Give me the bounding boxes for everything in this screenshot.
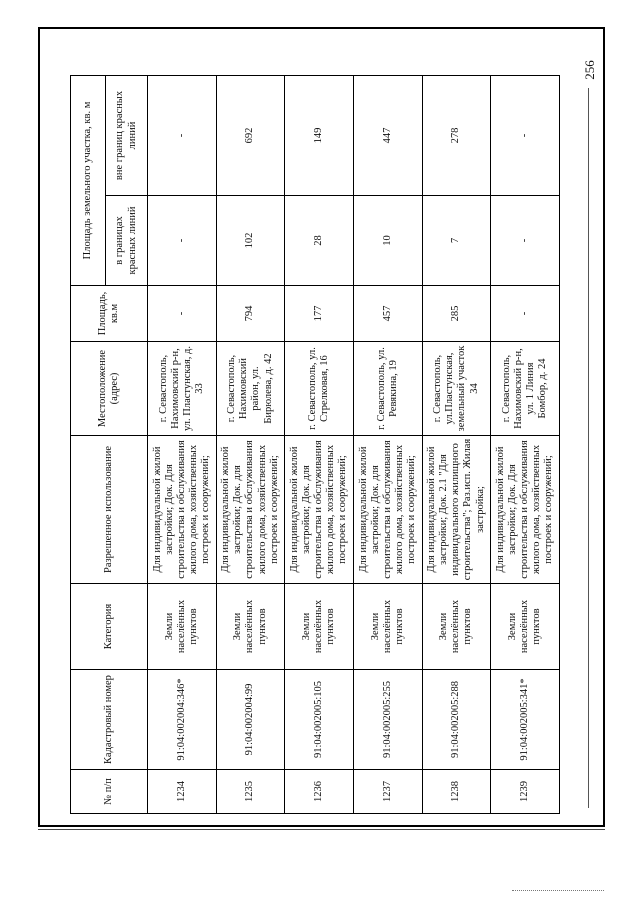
cell-outside: - [148, 75, 217, 195]
table-container [70, 76, 560, 814]
cell-location: г. Севастополь, ул. Стрелковая, 16 [285, 342, 354, 436]
cell-usage: Для индивидуальной жилой застройки; Док. Для строительства и обслуживания жилого дома, хозяйственных построек и сооружений; [148, 436, 217, 584]
cell-area: 794 [216, 286, 285, 342]
page-number-rule [588, 88, 589, 808]
frame-bottom-line [38, 829, 605, 830]
cell-num: 1234 [148, 770, 217, 814]
cell-inside: 28 [285, 196, 354, 286]
cell-category: Земли населённых пунктов [216, 584, 285, 670]
cell-usage: Для индивидуальной жилой застройки; Док. 2.1 "Для индивидуального жилищного строительства"; Раз.исп. Жилая застройка; [422, 436, 491, 584]
cell-num: 1239 [491, 770, 560, 814]
cell-inside: - [148, 196, 217, 286]
cell-inside: 102 [216, 196, 285, 286]
cell-usage: Для индивидуальной жилой застройки; Док. для строительства и обслуживания жилого дома, хозяйственных построек и сооружений; [285, 436, 354, 584]
header-location: Местоположение (адрес) [71, 342, 148, 436]
table-row [422, 75, 491, 813]
cell-location: г. Севастополь, Нахимовский район, ул. Бирюлева, д. 42 [216, 342, 285, 436]
land-plots-table [70, 75, 560, 814]
cell-num: 1237 [353, 770, 422, 814]
page-number: 256 [582, 60, 597, 80]
cell-location: г. Севастополь, ул.Пластунская, земельный участок 34 [422, 342, 491, 436]
cell-location: г. Севастополь, Нахимовский р-н, ул. 1 Линия Бомбор, д. 24 [491, 342, 560, 436]
cell-cadastral: 91:04:002005:341* [491, 670, 560, 770]
cell-area: 457 [353, 286, 422, 342]
cell-outside: 692 [216, 75, 285, 195]
table-row [216, 75, 285, 813]
cell-outside: 278 [422, 75, 491, 195]
cell-cadastral: 91:04:002005:288 [422, 670, 491, 770]
header-outside-red: вне границ красных линий [106, 75, 148, 195]
cell-category: Земли населённых пунктов [148, 584, 217, 670]
header-area: Площадь, кв.м [71, 286, 148, 342]
table-row [285, 75, 354, 813]
cell-num: 1236 [285, 770, 354, 814]
header-category: Категория [71, 584, 148, 670]
cell-usage: Для индивидуальной жилой застройки; Док. Для строительства и обслуживания жилого дома, хозяйственных построек и сооружений; [491, 436, 560, 584]
header-num: № п/п [71, 770, 148, 814]
cell-inside: - [491, 196, 560, 286]
cell-area: - [491, 286, 560, 342]
cell-category: Земли населённых пунктов [491, 584, 560, 670]
cell-inside: 10 [353, 196, 422, 286]
table-row [491, 75, 560, 813]
cell-area: 285 [422, 286, 491, 342]
cell-outside: - [491, 75, 560, 195]
cell-num: 1238 [422, 770, 491, 814]
cell-cadastral: 91:04:002004:346* [148, 670, 217, 770]
cell-usage: Для индивидуальной жилой застройки; Док. для строительства и обслуживания жилого дома, хозяйственных построек и сооружений; [216, 436, 285, 584]
table-row [353, 75, 422, 813]
cell-outside: 447 [353, 75, 422, 195]
cell-location: г. Севастополь, Нахимовский р-н, ул. Пластунская, д. 33 [148, 342, 217, 436]
bottom-dotted-mark [512, 890, 604, 892]
header-inside-red: в границах красных линий [106, 196, 148, 286]
header-usage: Разрешенное использование [71, 436, 148, 584]
cell-inside: 7 [422, 196, 491, 286]
cell-usage: Для индивидуальной жилой застройки; Док. для строительства и обслуживания жилого дома, хозяйственных построек и сооружений; [353, 436, 422, 584]
cell-area: 177 [285, 286, 354, 342]
cell-location: г. Севастополь, ул. Ревякина, 19 [353, 342, 422, 436]
cell-cadastral: 91:04:002005:105 [285, 670, 354, 770]
cell-category: Земли населённых пунктов [422, 584, 491, 670]
cell-category: Земли населённых пунктов [353, 584, 422, 670]
cell-cadastral: 91:04:002004:99 [216, 670, 285, 770]
header-cadastral: Кадастровый номер [71, 670, 148, 770]
header-land-area-group: Площадь земельного участка, кв. м [71, 75, 106, 285]
cell-cadastral: 91:04:002005:255 [353, 670, 422, 770]
rotated-table-layer [70, 76, 560, 814]
cell-outside: 149 [285, 75, 354, 195]
table-row [148, 75, 217, 813]
cell-area: - [148, 286, 217, 342]
cell-category: Земли населённых пунктов [285, 584, 354, 670]
cell-num: 1235 [216, 770, 285, 814]
